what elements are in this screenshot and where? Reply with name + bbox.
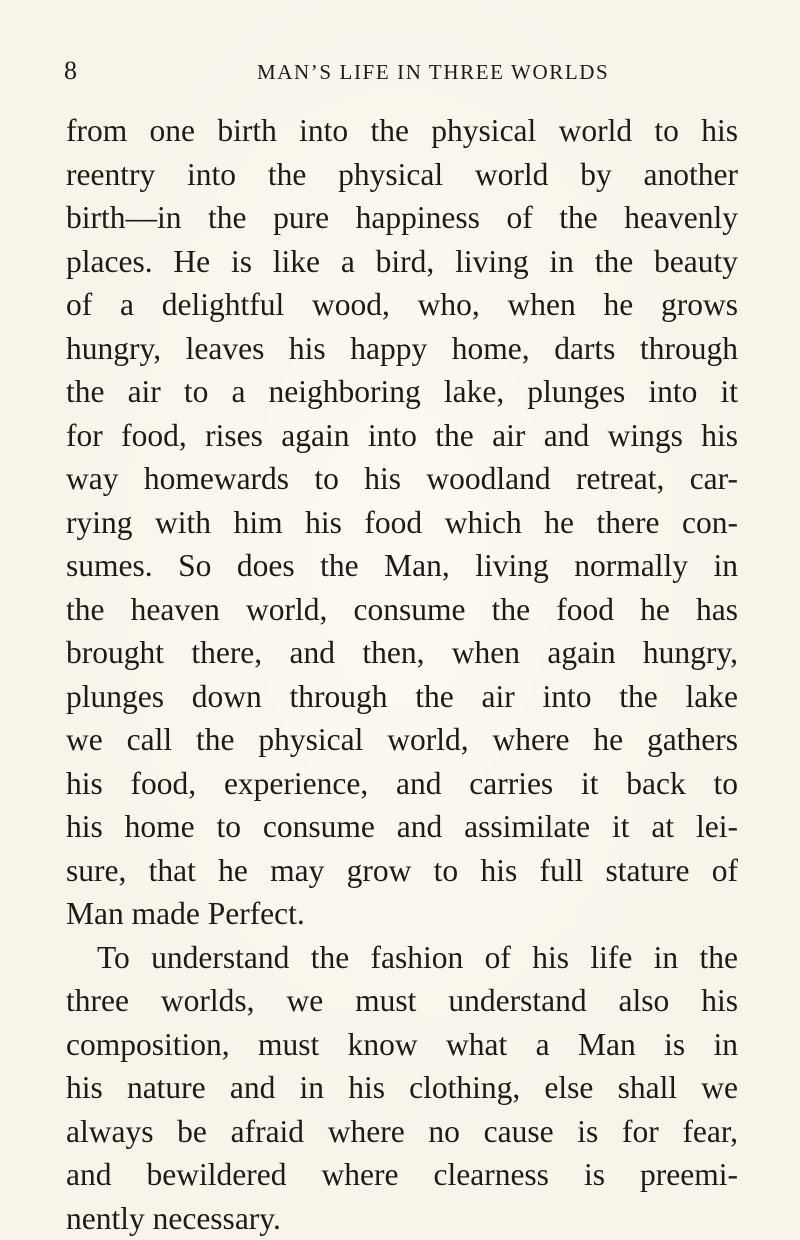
text-line: his nature and in his clothing, else shall we [66,1066,738,1110]
text-line: sumes. So does the Man, living normally in [66,544,738,588]
text-line: the heaven world, consume the food he has [66,588,738,632]
running-title: MAN’S LIFE IN THREE WORLDS [257,59,609,85]
text-line: plunges down through the air into the lake [66,675,738,719]
text-line: always be afraid where no cause is for fear, [66,1110,738,1154]
running-head [64,56,736,86]
text-line: places. He is like a bird, living in the beauty [66,240,738,284]
text-line: composition, must know what a Man is in [66,1023,738,1067]
text-line: of a delightful wood, who, when he grows [66,283,738,327]
text-line: from one birth into the physical world to his [66,109,738,153]
body-text [66,109,738,1240]
text-line: birth—in the pure happiness of the heavenly [66,196,738,240]
text-line: brought there, and then, when again hungry, [66,631,738,675]
page-number: 8 [64,56,77,86]
text-line: hungry, leaves his happy home, darts through [66,327,738,371]
text-line: his home to consume and assimilate it at lei- [66,805,738,849]
text-line: three worlds, we must understand also his [66,979,738,1023]
text-line: and bewildered where clearness is preemi- [66,1153,738,1197]
text-line: the air to a neighboring lake, plunges into it [66,370,738,414]
text-line: for food, rises again into the air and wings his [66,414,738,458]
text-line: his food, experience, and carries it back to [66,762,738,806]
text-line: rying with him his food which he there con- [66,501,738,545]
text-line: way homewards to his woodland retreat, car- [66,457,738,501]
paragraph-first-line: To understand the fashion of his life in the [66,936,738,980]
text-line: we call the physical world, where he gathers [66,718,738,762]
text-line: reentry into the physical world by another [66,153,738,197]
text-line: Man made Perfect. [66,892,738,936]
text-line: nently necessary. [66,1197,738,1240]
text-line: sure, that he may grow to his full stature of [66,849,738,893]
